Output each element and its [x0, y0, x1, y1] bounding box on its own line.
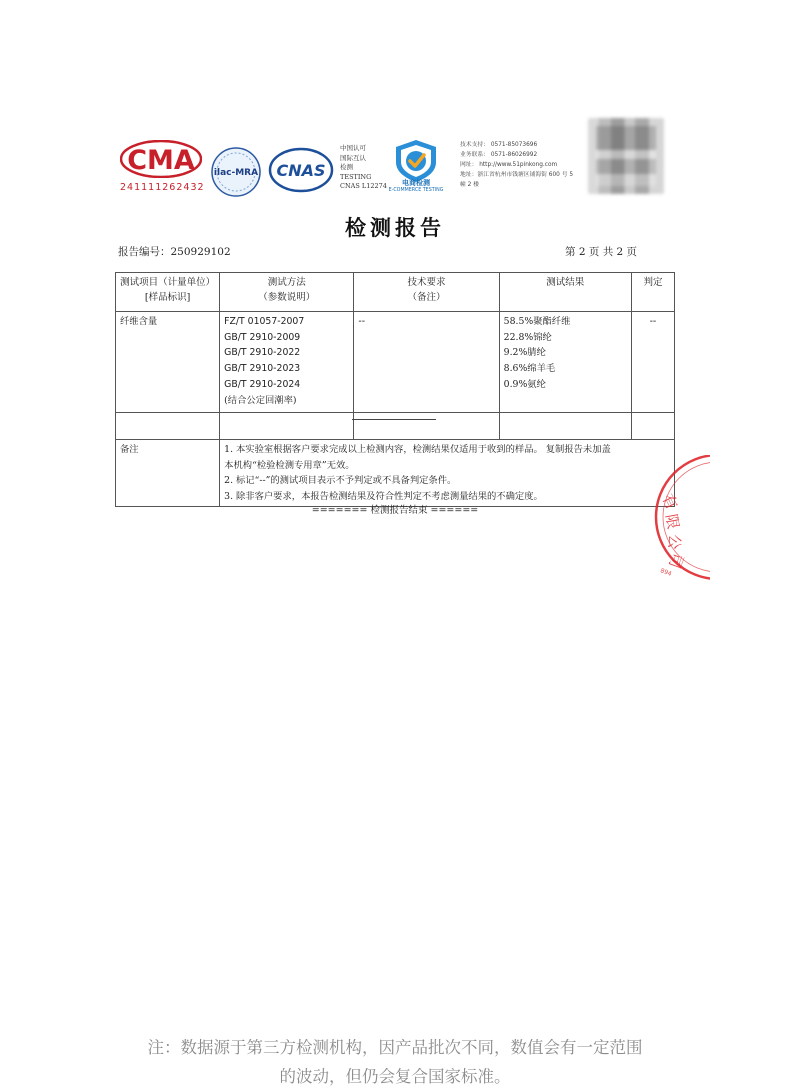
- divider-line: [352, 419, 436, 420]
- cma-letters: CMA: [127, 145, 195, 176]
- result-line: 22.8%锦纶: [503, 331, 552, 343]
- method-line: GB/T 2910-2023: [224, 363, 301, 375]
- ilac-mra-icon: [210, 146, 262, 198]
- report-number: 报告编号：250929102: [118, 246, 231, 258]
- table-header-row: [116, 273, 675, 312]
- cert-line: 中国认可: [340, 144, 366, 152]
- seal-text-3: 公: [664, 533, 684, 551]
- contact-line: 地址：浙江省杭州市钱塘区铺海街 600 号 5: [460, 172, 574, 178]
- seal-text-1: 有: [658, 491, 682, 513]
- report-end-marker: ======= 检测报告结束 ======: [311, 505, 479, 516]
- seal-text-2: 限: [662, 512, 683, 531]
- ilac-label: ilac-MRA: [213, 168, 259, 178]
- cert-line: CNAS L12274: [340, 182, 387, 190]
- accreditation-text: [340, 144, 390, 192]
- note-line: 1. 本实验室根据客户要求完成以上检测内容，检测结果仅适用于收到的样品。 复制报告未加盖: [224, 444, 611, 455]
- cma-logo: [120, 140, 205, 196]
- cert-line: TESTING: [340, 172, 372, 181]
- note-line: 3. 除非客户要求，本报告检测结果及符合性判定不考虑测量结果的不确定度。: [224, 490, 543, 502]
- cma-logo-icon: [120, 140, 202, 178]
- page-info: 第 2 页 共 2 页: [565, 246, 638, 258]
- cnas-label: CNAS: [276, 161, 326, 180]
- header-test-method: 测试方法 （参数说明）: [220, 273, 354, 312]
- cell-test-item: 纤维含量: [116, 312, 220, 413]
- report-table: [115, 272, 675, 507]
- cnas-icon: [268, 146, 334, 194]
- notes-row: [116, 440, 675, 507]
- contact-line: 业务联系： 0571-86026992: [460, 152, 538, 158]
- ecommerce-subtitle: E-COMMERCE TESTING: [388, 188, 444, 193]
- contact-info: [460, 140, 590, 190]
- header-result: 测试结果: [499, 273, 631, 312]
- result-line: 58.5%聚酯纤维: [503, 316, 571, 327]
- notes-label: 备注: [116, 440, 220, 507]
- footer-note: [0, 1033, 790, 1091]
- header-requirement: 技术要求 （备注）: [354, 273, 499, 312]
- footer-line: 注：数据源于第三方检测机构，因产品批次不同，数值会有一定范围: [147, 1038, 643, 1057]
- method-note: (结合公定回潮率): [224, 394, 297, 406]
- ecommerce-title: 电商检测: [402, 179, 430, 187]
- cell-requirement: --: [354, 312, 499, 413]
- footer-line: 的波动，但仍会复合国家标准。: [279, 1067, 511, 1086]
- header-judgement: 判定: [631, 273, 674, 312]
- note-line: 本机构“检验检测专用章”无效。: [224, 459, 355, 471]
- company-seal-icon: [610, 455, 710, 590]
- method-line: GB/T 2910-2009: [224, 331, 301, 343]
- cell-results: [499, 312, 631, 413]
- seal-number: 894: [659, 567, 673, 578]
- table-row: [116, 413, 675, 440]
- blurred-qr-code: [588, 118, 664, 194]
- cma-code: 241111262432: [120, 182, 205, 193]
- method-line: FZ/T 01057-2007: [224, 316, 305, 327]
- document-title: 检测报告: [345, 215, 445, 240]
- result-line: 9.2%腈纶: [503, 347, 546, 359]
- contact-line: 技术支持： 0571-85073696: [460, 142, 538, 148]
- method-line: GB/T 2910-2024: [224, 378, 301, 390]
- cell-judgement: --: [631, 312, 674, 413]
- contact-line: 网址： http://www.51pinkong.com: [460, 162, 558, 168]
- header-test-item: 测试项目（计量单位） [样品标识]: [116, 273, 220, 312]
- result-line: 0.9%氨纶: [503, 378, 546, 390]
- notes-content: [220, 440, 675, 507]
- contact-line: 幢 2 楼: [460, 182, 479, 188]
- seal-text-4: 司: [665, 550, 688, 571]
- cert-line: 国际互认: [340, 153, 366, 162]
- table-row: [116, 312, 675, 413]
- cell-test-methods: [220, 312, 354, 413]
- note-line: 2. 标记“--”的测试项目表示不予判定或不具备判定条件。: [224, 475, 457, 486]
- method-line: GB/T 2910-2022: [224, 347, 301, 359]
- result-line: 8.6%绵羊毛: [503, 363, 556, 375]
- cert-line: 检测: [340, 163, 353, 171]
